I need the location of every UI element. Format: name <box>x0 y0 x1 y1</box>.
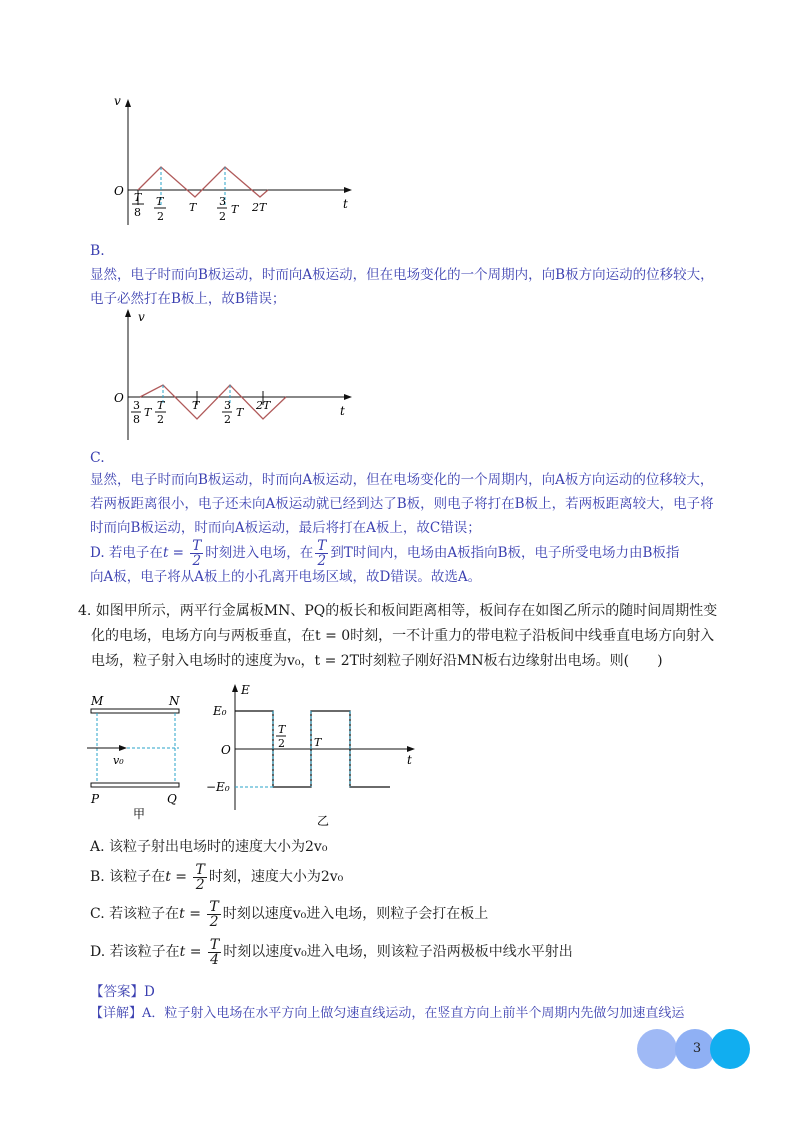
option-a: A. 该粒子射出电场时的速度大小为2v₀ <box>90 839 328 855</box>
figure-jia-plates <box>85 690 195 825</box>
tick-38-den: 8 <box>133 413 140 426</box>
tick-t2-num: T <box>278 723 286 736</box>
option-b-explanation-line-2: 电子必然打在B板上，故B错误； <box>90 291 286 307</box>
option-c-label: C. <box>90 450 105 466</box>
tick-t8-den: 8 <box>134 206 141 219</box>
option-c-explanation-line-3: 时而向B板运动，时而向A板运动，最后将打在A板上，故C错误； <box>90 520 481 536</box>
plate-label-q: Q <box>167 792 177 806</box>
tick-38-num: 3 <box>133 399 140 412</box>
tick-t2-num: T <box>156 195 164 208</box>
option-b: B. 该粒子在t = $\frac{T}{2}$ 时刻，速度大小为2v₀ <box>90 861 344 893</box>
option-b-explanation-line-1: 显然，电子时而向B板运动，时而向A板运动，但在电场变化的一个周期内，向B板方向运动的位移较大， <box>90 267 714 283</box>
level-e0: E₀ <box>213 704 227 718</box>
axis-label-t: t <box>343 197 348 211</box>
axis-label-t: t <box>407 753 412 767</box>
level-neg-e0: −E₀ <box>206 780 230 794</box>
option-b-label: B. <box>90 243 105 259</box>
velocity-graph-c <box>100 305 360 445</box>
plate-label-m: M <box>91 694 104 708</box>
figure-caption-yi: 乙 <box>317 814 330 828</box>
figure-yi-field-graph <box>205 680 420 830</box>
fraction-t-over-4: $\frac{T}{4}$ <box>209 936 220 968</box>
axis-label-v: v <box>114 95 121 108</box>
tick-T: T <box>314 736 322 749</box>
origin-label: O <box>114 391 124 405</box>
tick-t8-num: T <box>134 191 142 204</box>
velocity-label-v0: v₀ <box>113 754 124 767</box>
axis-label-v: v <box>138 310 145 324</box>
question-4-line-2: 化的电场，电场方向与两板垂直，在t = 0时刻，一不计重力的带电粒子沿板间中线垂直电场方向射入 <box>91 628 715 644</box>
axis-label-t: t <box>340 404 345 418</box>
detail-line: 【详解】A．粒子射入电场在水平方向上做匀速直线运动，在竖直方向上前半个周期内先做匀加速直线运 <box>90 1006 685 1021</box>
tick-t2-den: 2 <box>278 737 285 750</box>
option-d-explanation-line-2: 向A板，电子将从A板上的小孔离开电场区域，故D错误。故选A。 <box>90 569 482 585</box>
tick-32-den: 2 <box>224 413 231 426</box>
tick-T: T <box>192 399 200 412</box>
fraction-t-over-2: $\frac{T}{2}$ <box>192 538 202 569</box>
question-4-line-3: 电场，粒子射入电场时的速度为v₀，t = 2T时刻粒子刚好沿MN板右边缘射出电场。则( ) <box>91 653 663 669</box>
fraction-t-over-2: $\frac{T}{2}$ <box>209 898 219 930</box>
option-c: C. 若该粒子在t = $\frac{T}{2}$ 时刻以速度v₀进入电场，则粒子会打在板上 <box>90 898 489 930</box>
tick-t2-den: 2 <box>157 210 164 223</box>
tick-32-T: T <box>236 406 244 419</box>
origin-label: O <box>221 743 231 757</box>
plate-label-n: N <box>169 694 180 708</box>
fraction-t-over-2: $\frac{T}{2}$ <box>317 538 327 569</box>
axis-label-e: E <box>241 683 250 697</box>
fraction-t-over-2: $\frac{T}{2}$ <box>195 861 205 893</box>
tick-2T: 2T <box>252 201 267 214</box>
tick-t2-num: T <box>157 399 165 412</box>
option-d: D. 若该粒子在t = $\frac{T}{4}$ 时刻以速度v₀进入电场，则该粒子沿两极板中线水平射出 <box>90 936 573 968</box>
option-d-explanation: D. 若电子在t = $\frac{T}{2}$ 时刻进入电场，在 $\frac{T}{2}$ 到T时间内，电场由A板指向B板，电子所受电场力由B板指 <box>90 538 680 569</box>
tick-t2-den: 2 <box>157 413 164 426</box>
tick-32-T: T <box>231 203 239 216</box>
page-number: 3 <box>692 1041 702 1056</box>
origin-label: O <box>114 184 124 198</box>
page-number-decoration <box>637 1029 753 1069</box>
plate-label-p: P <box>91 792 100 806</box>
tick-T: T <box>189 201 197 214</box>
answer-line: 【答案】D <box>90 984 155 1000</box>
tick-32-num: 3 <box>224 399 231 412</box>
figure-caption-jia: 甲 <box>133 807 146 821</box>
question-4-line-1: 4. 如图甲所示，两平行金属板MN、PQ的板长和板间距离相等，板间存在如图乙所示的随时间周期性变 <box>78 603 718 619</box>
tick-32-den: 2 <box>219 210 226 223</box>
tick-32-num: 3 <box>219 195 226 208</box>
option-c-explanation-line-1: 显然，电子时而向B板运动，时而向A板运动，但在电场变化的一个周期内，向A板方向运动的位移较大， <box>90 472 714 488</box>
option-c-explanation-line-2: 若两板距离很小，电子还未向A板运动就已经到达了B板，则电子将打在B板上，若两板距离较大，电子将 <box>90 496 714 512</box>
velocity-graph-b <box>100 95 360 235</box>
tick-38-T: T <box>144 406 152 419</box>
tick-2T: 2T <box>256 399 271 412</box>
